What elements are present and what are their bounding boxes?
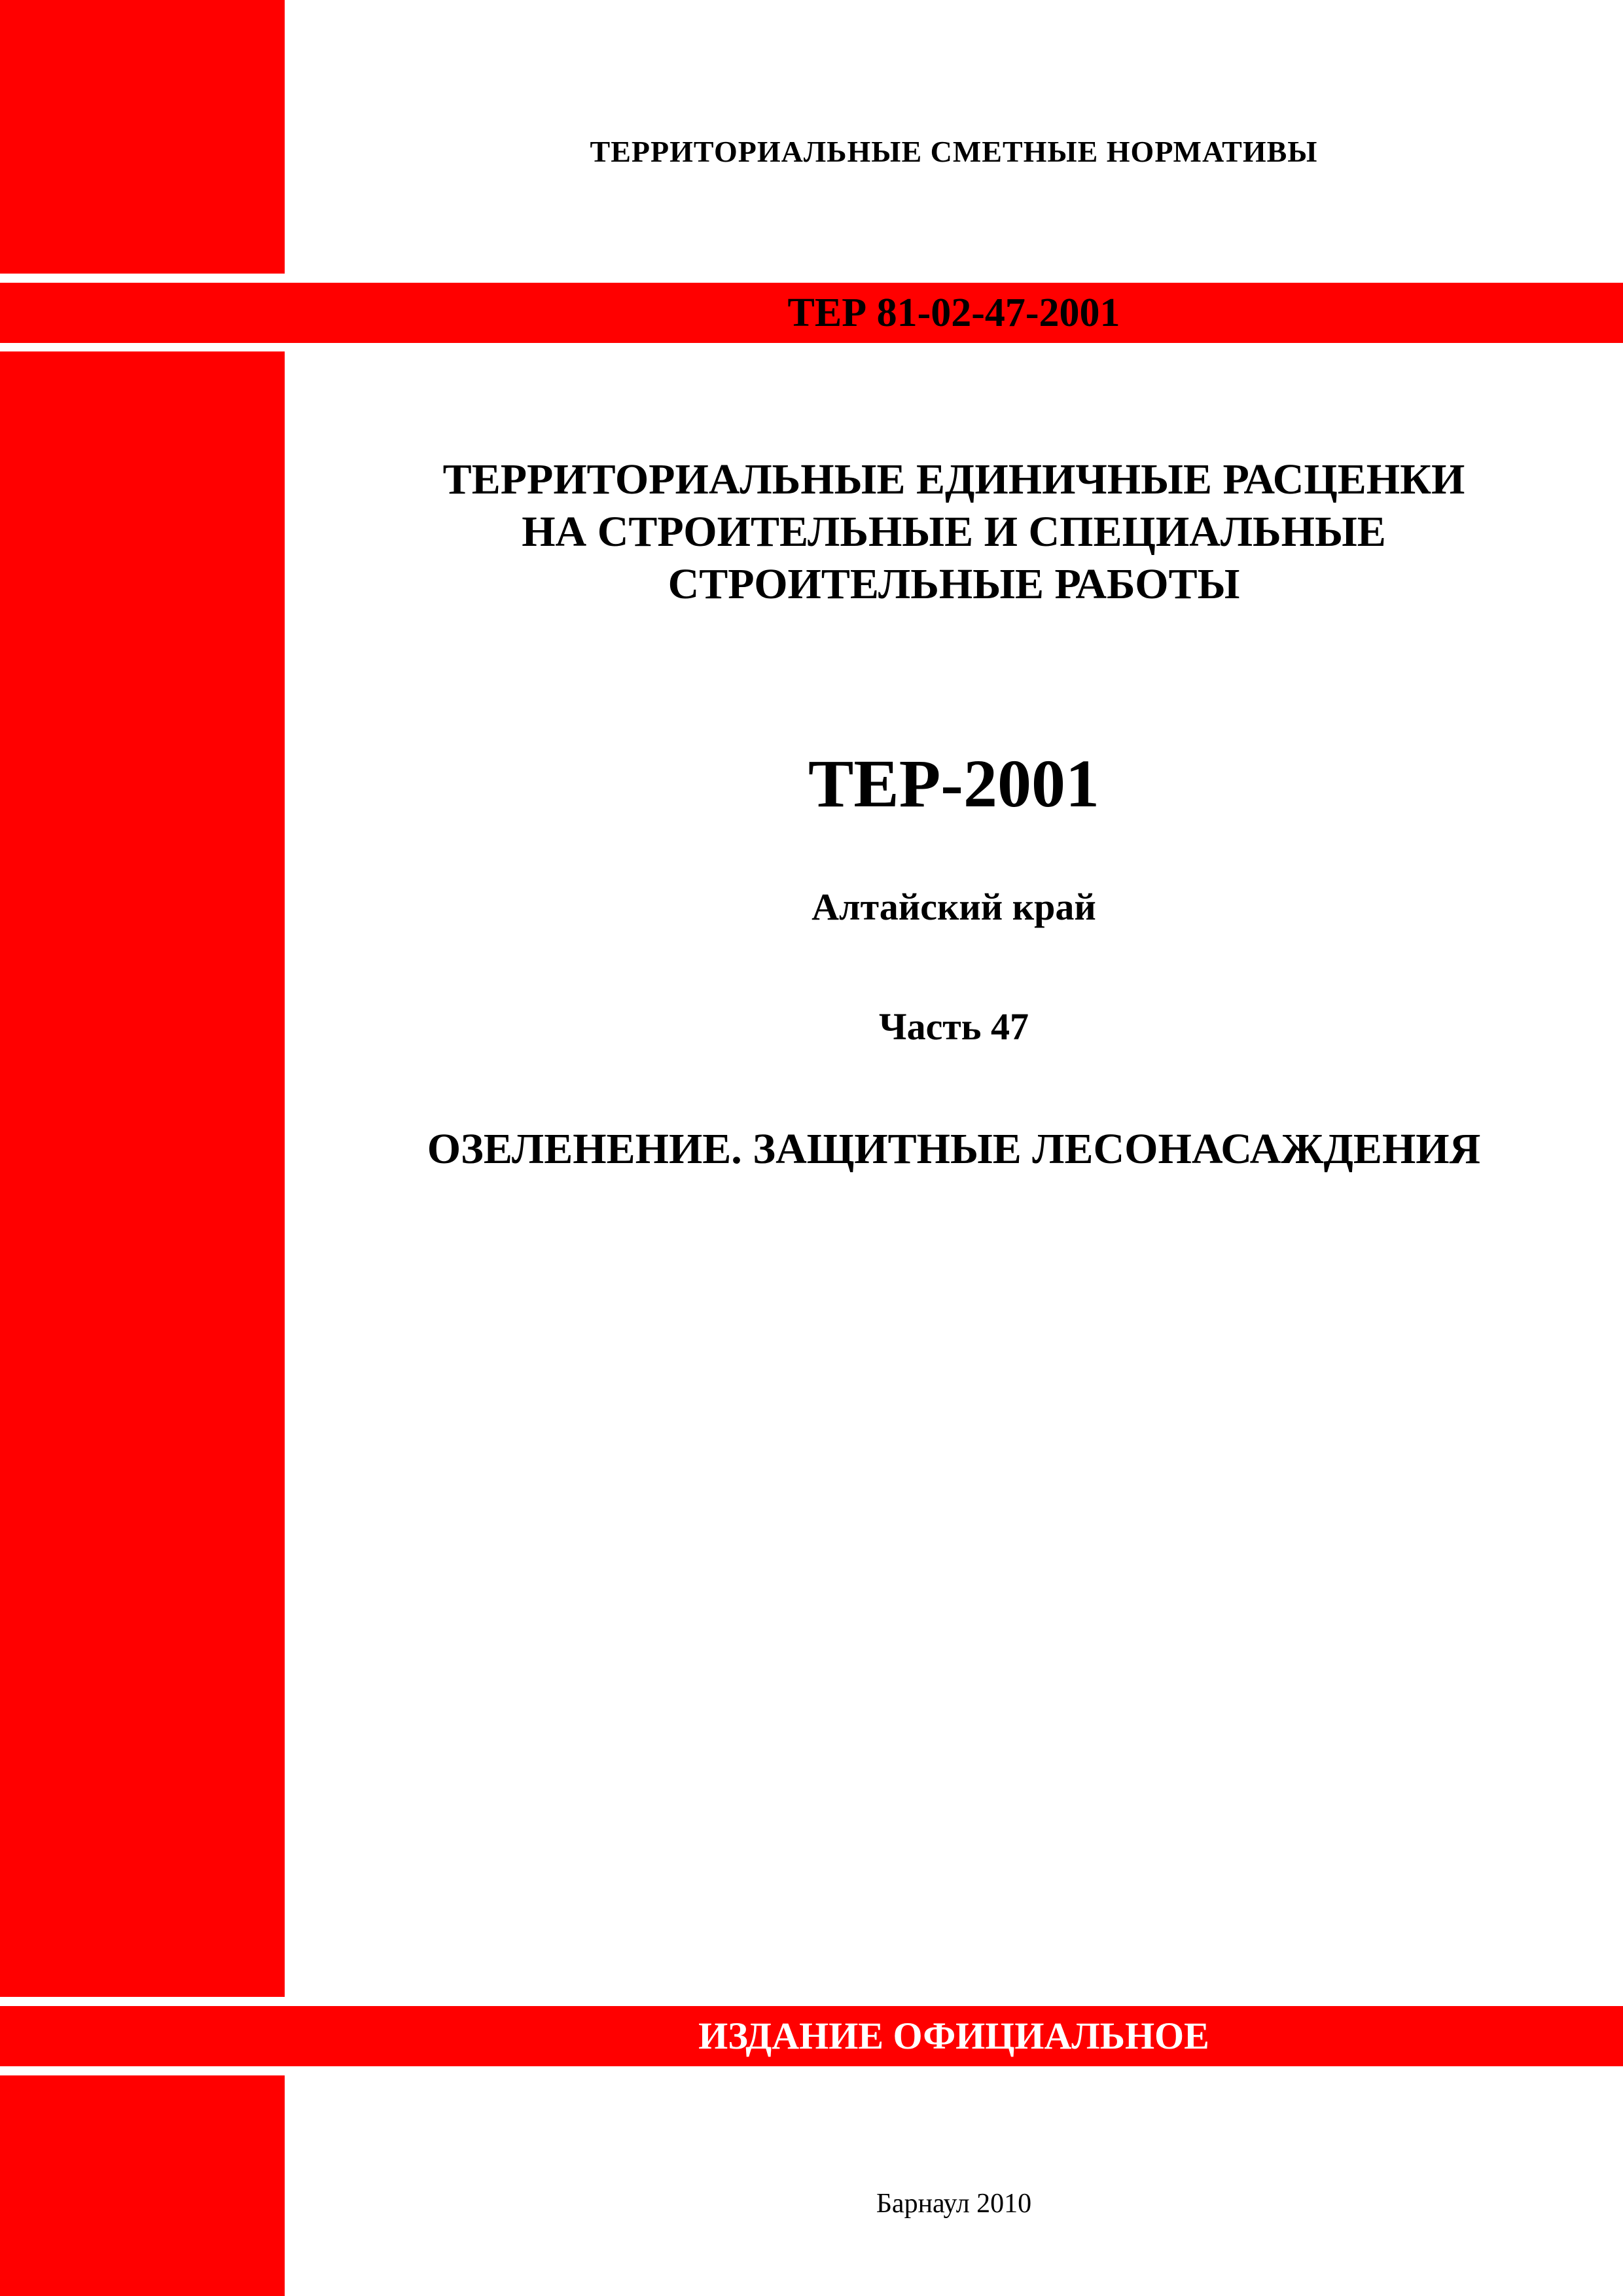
region: Алтайский край bbox=[812, 886, 1096, 928]
short-code: ТЕР-2001 bbox=[808, 746, 1099, 821]
left-stripe-bottom bbox=[0, 2075, 285, 2296]
series-title: ТЕРРИТОРИАЛЬНЫЕ СМЕТНЫЕ НОРМАТИВЫ bbox=[590, 135, 1318, 168]
footer-city-year: Барнаул 2010 bbox=[876, 2189, 1032, 2219]
main-title bbox=[285, 454, 1623, 611]
main-title-line: НА СТРОИТЕЛЬНЫЕ И СПЕЦИАЛЬНЫЕ bbox=[522, 508, 1386, 556]
document-code: ТЕР 81-02-47-2001 bbox=[787, 291, 1120, 335]
main-title-line: СТРОИТЕЛЬНЫЕ РАБОТЫ bbox=[668, 560, 1240, 608]
edition-label: ИЗДАНИЕ ОФИЦИАЛЬНОЕ bbox=[698, 2015, 1209, 2057]
left-stripe-top bbox=[0, 0, 285, 274]
section-title: ОЗЕЛЕНЕНИЕ. ЗАЩИТНЫЕ ЛЕСОНАСАЖДЕНИЯ bbox=[427, 1125, 1481, 1173]
left-stripe-middle bbox=[0, 351, 285, 1997]
main-title-line: ТЕРРИТОРИАЛЬНЫЕ ЕДИНИЧНЫЕ РАСЦЕНКИ bbox=[442, 456, 1465, 503]
part-number: Часть 47 bbox=[879, 1005, 1029, 1048]
